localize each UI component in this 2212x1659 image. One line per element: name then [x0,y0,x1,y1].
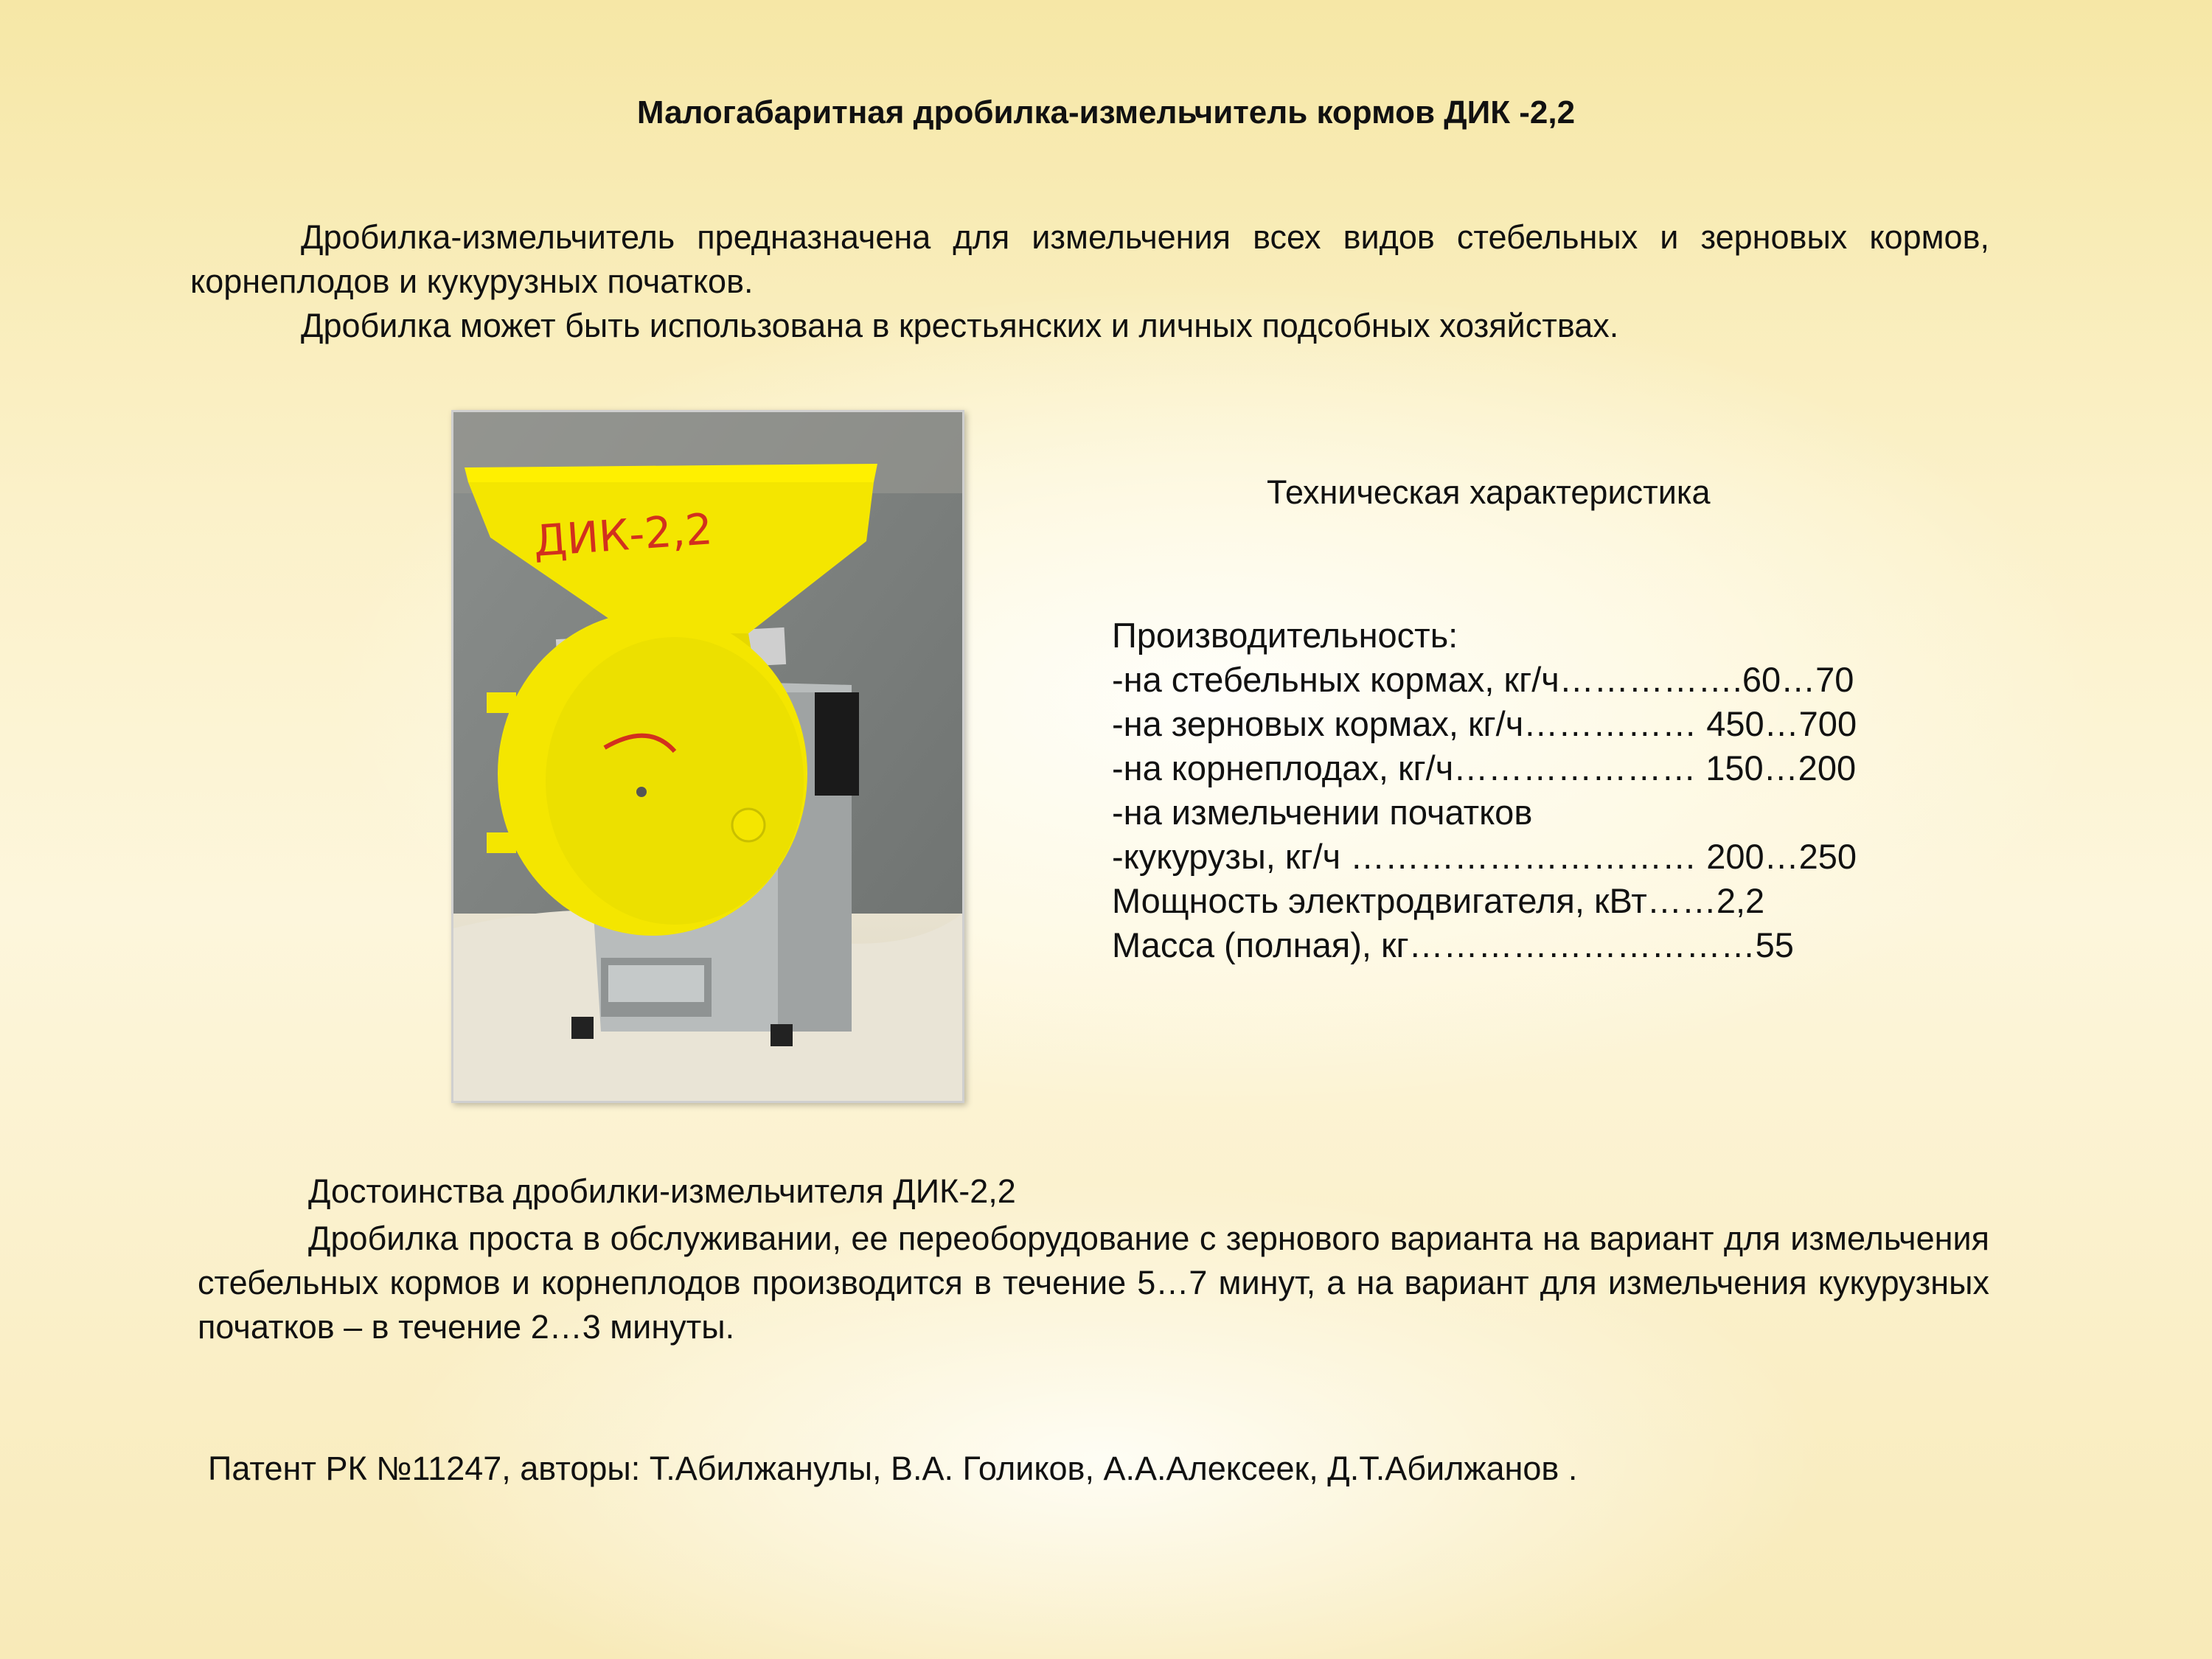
spec-line: -на измельчении початков [1112,793,1533,832]
advantages-text: Дробилка проста в обслуживании, ее переоборудование с зернового варианта на вариант для измельчения стебельных кормов и корнеплодов производится в течение 5…7 минут, а на вариант для измельчения кукурузных початков – в течение 2…3 минуты. [198,1220,1989,1346]
spec-line: -кукурузы, кг/ч ………………………… 200…250 [1112,837,1857,876]
tech-spec-list [1112,613,1857,967]
crusher-illustration [453,412,962,1101]
spec-line: -на корнеплодах, кг/ч………………… 150…200 [1112,748,1857,787]
spec-line: -на стебельных кормах, кг/ч…………….60…70 [1112,660,1854,699]
spec-line: -на зерновых кормах, кг/ч…………… 450…700 [1112,704,1857,743]
page-title: Малогабаритная дробилка-измельчитель кормов ДИК -2,2 [636,94,1576,131]
spec-line: Мощность электродвигателя, кВт……2,2 [1112,881,1765,920]
intro-paragraph-2: Дробилка может быть использована в крестьянских и личных подсобных хозяйствах. [301,307,1619,344]
machine-label: ДИК-2,2 [532,504,714,566]
intro-paragraph-1: Дробилка-измельчитель предназначена для измельчения всех видов стебельных и зерновых кормов, корнеплодов и кукурузных початков. [190,218,1989,300]
machine-photo [451,410,964,1103]
spec-line: Масса (полная), кг…………………………55 [1112,925,1794,964]
patent-line: Патент РК №11247, авторы: Т.Абилжанулы, В.А. Голиков, А.А.Алексеек, Д.Т.Абилжанов . [208,1450,1578,1487]
tech-title: Техническая характеристика [1267,473,1711,511]
advantages-title: Достоинства дробилки-измельчителя ДИК-2,2 [308,1172,1016,1210]
spec-line: Производительность: [1112,616,1458,655]
